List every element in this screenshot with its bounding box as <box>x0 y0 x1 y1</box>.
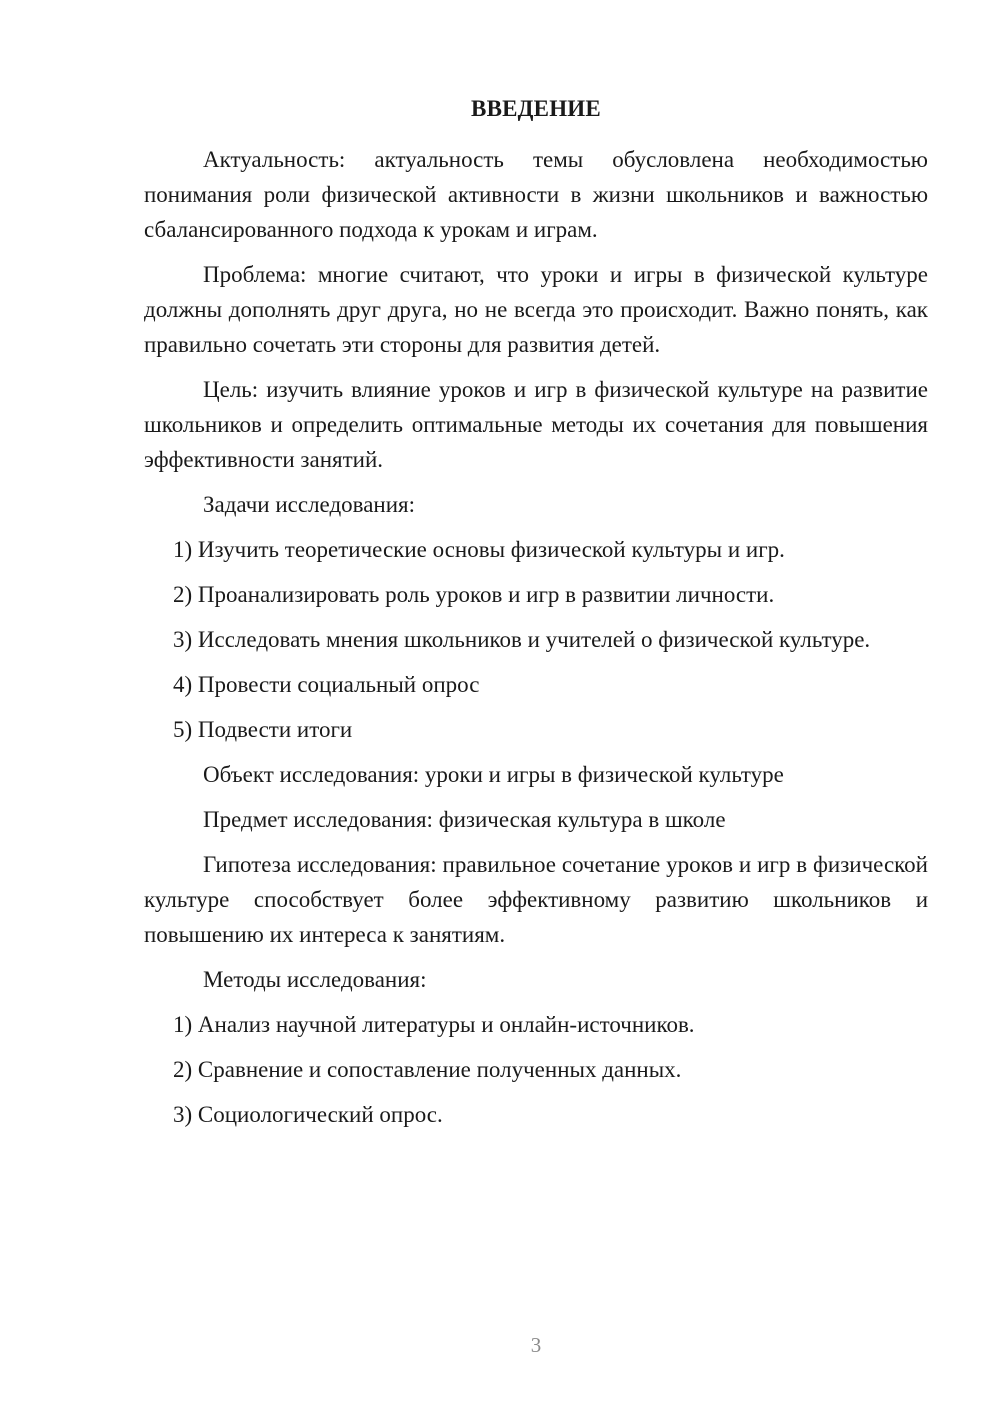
section-title: ВВЕДЕНИЕ <box>471 96 601 121</box>
task-item: 5) Подвести итоги <box>173 717 353 742</box>
task-item: 2) Проанализировать роль уроков и игр в развитии личности. <box>173 582 775 607</box>
document-body <box>144 142 928 1142</box>
object-paragraph: Объект исследования: уроки и игры в физической культуре <box>203 762 784 787</box>
hypothesis-paragraph: Гипотеза исследования: правильное сочетание уроков и игр в физической культуре способствует более эффективному развитию школьников и повышению их интереса к занятиям. <box>144 852 928 947</box>
page-number: 3 <box>530 1333 542 1357</box>
task-item: 4) Провести социальный опрос <box>173 672 480 697</box>
methods-heading: Методы исследования: <box>203 967 427 992</box>
method-item: 1) Анализ научной литературы и онлайн-источников. <box>173 1012 695 1037</box>
task-item: 1) Изучить теоретические основы физической культуры и игр. <box>173 537 785 562</box>
tasks-heading: Задачи исследования: <box>203 492 416 517</box>
task-item: 3) Исследовать мнения школьников и учителей о физической культуре. <box>173 627 871 652</box>
relevance-paragraph: Актуальность: актуальность темы обусловлена необходимостью понимания роли физической активности в жизни школьников и важностью сбалансированного подхода к урокам и играм. <box>144 147 928 242</box>
method-item: 2) Сравнение и сопоставление полученных данных. <box>173 1057 682 1082</box>
subject-paragraph: Предмет исследования: физическая культура в школе <box>203 807 726 832</box>
goal-paragraph: Цель: изучить влияние уроков и игр в физической культуре на развитие школьников и определить оптимальные методы их сочетания для повышения эффективности занятий. <box>144 377 928 472</box>
method-item: 3) Социологический опрос. <box>173 1102 443 1127</box>
problem-paragraph: Проблема: многие считают, что уроки и игры в физической культуре должны дополнять друг друга, но не всегда это происходит. Важно понять, как правильно сочетать эти стороны для развития детей. <box>144 262 928 357</box>
